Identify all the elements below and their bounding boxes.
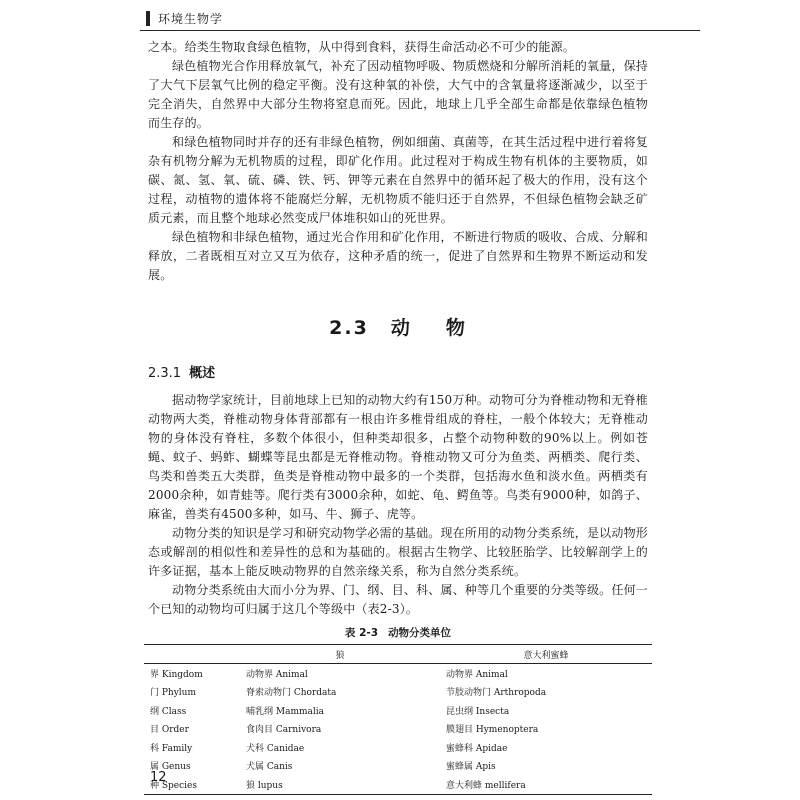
paragraph: 据动物学家统计，目前地球上已知的动物大约有150万种。动物可分为脊椎动物和无脊椎动物两大类，脊椎动物身体背部都有一根由许多椎骨组成的脊柱，一般个体较大；无脊椎动物的身体没有脊柱，多数个体很小，但种类却很多，占整个动物种数的90%以上。例如苍蝇、蚊子、蚂蚱、蝴蝶等昆虫都是无脊椎动物。脊椎动物又可分为鱼类、两栖类、爬行类、鸟类和兽类五大类群，鱼类是脊椎动物中最多的一个类群，包括海水鱼和淡水鱼。两栖类有2000余种，如青蛙等。爬行类有3000余种，如蛇、龟、鳄鱼等。鸟类有9000种，如鸽子、麻雀，兽类有4500多种，如马、牛、狮子、虎等。	[148, 393, 648, 521]
table-cell: 狼 lupus	[240, 775, 440, 794]
table-cell: 蜜蜂科 Apidae	[446, 743, 508, 754]
table-cell: 节肢动物门 Arthropoda	[446, 688, 547, 699]
table-cell: 界 Kingdom	[150, 669, 203, 680]
table-row	[144, 683, 652, 702]
section-title-part: 动	[390, 317, 412, 339]
table-caption	[148, 625, 648, 640]
paragraph: 和绿色植物同时并存的还有非绿色植物，例如细菌、真菌等，在其生活过程中进行着将复杂有机物分解为无机物质的过程，即矿化作用。此过程对于构成生物有机体的主要物质，如碳、氮、氢、氧、硫、磷、铁、钙、钾等元素在自然界中的循环起了极大的作用，没有这个过程，动植物的遗体将不能腐烂分解，无机物质不能归还于自然界，不但绿色植物会缺乏矿质元素，而且整个地球必然变成尸体堆积如山的死世界。	[148, 135, 648, 225]
table-header-row	[144, 645, 652, 664]
table-title: 动物分类单位	[388, 627, 452, 639]
table-cell: 食肉目 Carnivora	[246, 725, 322, 736]
paragraph: 绿色植物光合作用释放氧气，补充了因动植物呼吸、物质燃烧和分解所消耗的氧量，保持了大气下层氧气比例的稳定平衡。没有这种氧的补偿，大气中的含氧量将逐渐减少，以至于完全消失，自然界中大部分生物将窒息而死。因此，地球上几乎全部生命都是依靠绿色植物而生存的。	[148, 59, 648, 130]
paragraph: 绿色植物和非绿色植物，通过光合作用和矿化作用，不断进行物质的吸收、合成、分解和释放，二者既相互对立又互为依存，这种矛盾的统一，促进了自然界和生物界不断运动和发展。	[148, 230, 648, 282]
subsection-label: 概述	[189, 366, 216, 381]
table-cell: 纲 Class	[150, 706, 187, 717]
section-title-part: 物	[445, 317, 467, 339]
running-header	[140, 8, 700, 31]
table-row	[144, 720, 652, 739]
table-row	[144, 738, 652, 757]
table-cell: 脊索动物门 Chordata	[246, 688, 337, 699]
table-header-cell: 意大利蜜蜂	[440, 645, 652, 664]
classification-table	[144, 644, 652, 795]
paragraph: 动物分类的知识是学习和研究动物学必需的基础。现在所用的动物分类系统，是以动物形态或解剖的相似性和差异性的总和为基础的。根据古生物学、比较胚胎学、比较解剖学上的许多证据，基本上能反映动物界的自然亲缘关系，称为自然分类系统。	[148, 526, 648, 578]
table-number: 表 2-3	[344, 627, 379, 639]
table-row	[144, 701, 652, 720]
section-number: 2.3	[329, 317, 369, 339]
page-number: 12	[150, 770, 167, 785]
subsection-number: 2.3.1	[148, 366, 182, 381]
subsection-title	[148, 362, 648, 381]
table-row	[144, 757, 652, 776]
section-title	[148, 313, 648, 340]
table-row	[144, 775, 652, 794]
table-cell: 目 Order	[150, 725, 189, 736]
table-cell: 动物界 Animal	[246, 669, 308, 680]
table-header-cell	[144, 645, 240, 664]
table-cell: 种 Species	[144, 775, 240, 794]
page-content	[148, 38, 648, 795]
header-bar-icon	[146, 11, 150, 26]
table-cell: 犬属 Canis	[246, 762, 293, 773]
table-cell: 犬科 Canidae	[246, 743, 305, 754]
table-cell: 膜翅目 Hymenoptera	[446, 725, 539, 736]
paragraph: 动物分类系统由大而小分为界、门、纲、目、科、属、种等几个重要的分类等级。任何一个已知的动物均可归属于这几个等级中（表2-3）。	[148, 583, 648, 616]
table-cell: 哺乳纲 Mammalia	[246, 706, 324, 717]
header-title: 环境生物学	[158, 12, 224, 26]
table-cell: 动物界 Animal	[446, 669, 508, 680]
table-cell: 蜜蜂属 Apis	[446, 762, 496, 773]
table-cell: 属 Genus	[150, 762, 191, 773]
paragraph: 之本。给类生物取食绿色植物，从中得到食料，获得生命活动必不可少的能源。	[148, 40, 576, 54]
table-cell: 门 Phylum	[150, 688, 197, 699]
table-row	[144, 664, 652, 683]
table-cell: 科 Family	[150, 743, 193, 754]
table-cell: 昆虫纲 Insecta	[446, 706, 510, 717]
table-cell: 意大利蜂 mellifera	[440, 775, 652, 794]
table-header-cell: 狼	[240, 645, 440, 664]
